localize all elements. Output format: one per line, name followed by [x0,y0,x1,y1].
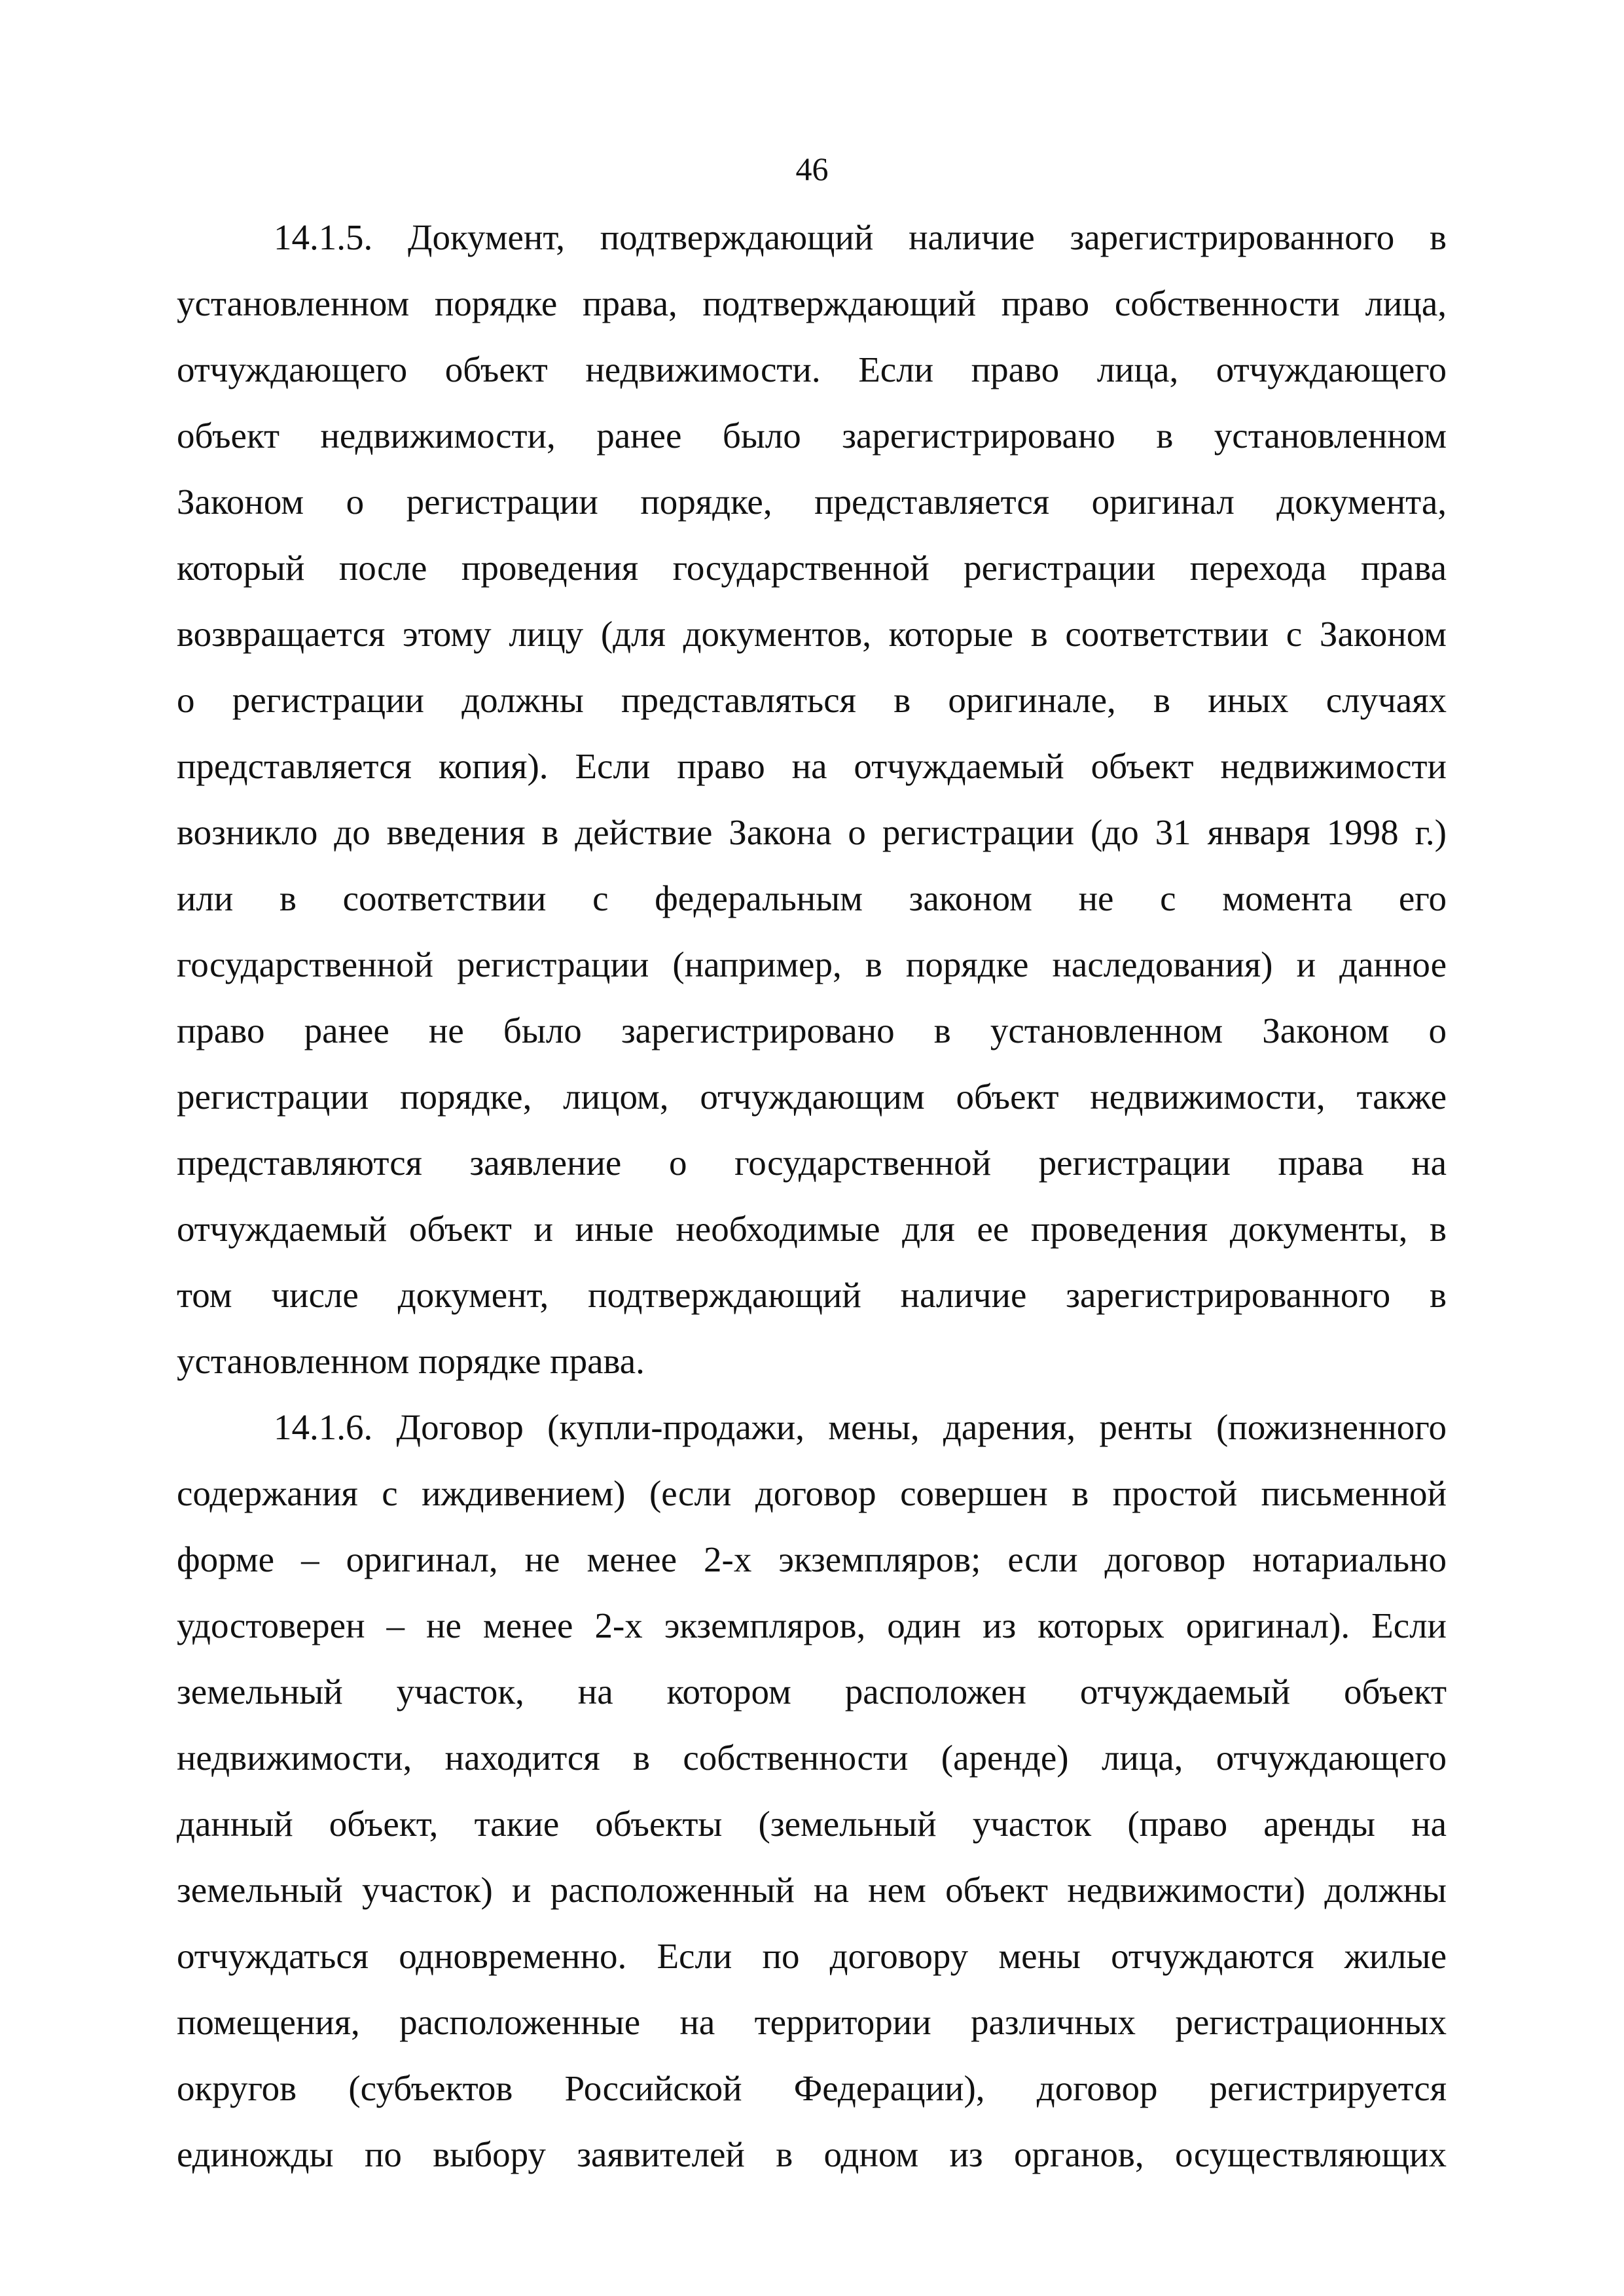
text-line: том числе документ, подтверждающий наличие зарегистрированного в [177,1275,1447,1315]
text-line: установленном порядке права, подтверждающий право собственности лица, [177,283,1447,323]
paragraph-14-1-6 [177,1394,1447,2187]
text-line: 14.1.6. Договор (купли-продажи, мены, дарения, ренты (пожизненного [274,1407,1447,1447]
text-line: или в соответствии с федеральным законом не с момента его [177,878,1447,918]
text-line: содержания с иждивением) (если договор совершен в простой письменной [177,1473,1447,1513]
text-line: Законом о регистрации порядке, представляется оригинал документа, [177,482,1447,522]
text-line: регистрации порядке, лицом, отчуждающим объект недвижимости, также [177,1077,1447,1117]
text-line: представляются заявление о государственной регистрации права на [177,1143,1447,1183]
text-line: который после проведения государственной регистрации перехода права [177,548,1447,588]
text-line: возникло до введения в действие Закона о регистрации (до 31 января 1998 г.) [177,812,1447,852]
text-line: объект недвижимости, ранее было зарегистрировано в установленном [177,416,1447,456]
text-line: округов (субъектов Российской Федерации), договор регистрируется [177,2068,1447,2108]
text-line: недвижимости, находится в собственности (аренде) лица, отчуждающего [177,1738,1447,1778]
document-body [177,204,1447,2187]
text-line: 14.1.5. Документ, подтверждающий наличие зарегистрированного в [274,217,1447,257]
text-line: возвращается этому лицу (для документов, которые в соответствии с Законом [177,614,1447,654]
text-line: отчуждающего объект недвижимости. Если право лица, отчуждающего [177,350,1447,389]
text-line: помещения, расположенные на территории различных регистрационных [177,2002,1447,2042]
paragraph-14-1-5 [177,204,1447,1394]
text-line: форме – оригинал, не менее 2-х экземпляров; если договор нотариально [177,1539,1447,1579]
page-number: 46 [795,151,829,187]
text-line: единожды по выбору заявителей в одном из органов, осуществляющих [177,2134,1447,2174]
text-line: право ранее не было зарегистрировано в установленном Законом о [177,1011,1447,1050]
text-line: установленном порядке права. [177,1341,645,1381]
text-line: земельный участок, на котором расположен отчуждаемый объект [177,1672,1447,1712]
text-line: о регистрации должны представляться в оригинале, в иных случаях [177,680,1447,720]
text-line: удостоверен – не менее 2-х экземпляров, один из которых оригинал). Если [177,1605,1447,1645]
text-line: государственной регистрации (например, в порядке наследования) и данное [177,944,1447,984]
text-line: отчуждаться одновременно. Если по договору мены отчуждаются жилые [177,1936,1447,1976]
text-line: отчуждаемый объект и иные необходимые для ее проведения документы, в [177,1209,1447,1249]
text-line: данный объект, такие объекты (земельный участок (право аренды на [177,1804,1447,1844]
text-line: представляется копия). Если право на отчуждаемый объект недвижимости [177,746,1447,786]
text-line: земельный участок) и расположенный на нем объект недвижимости) должны [177,1870,1447,1910]
